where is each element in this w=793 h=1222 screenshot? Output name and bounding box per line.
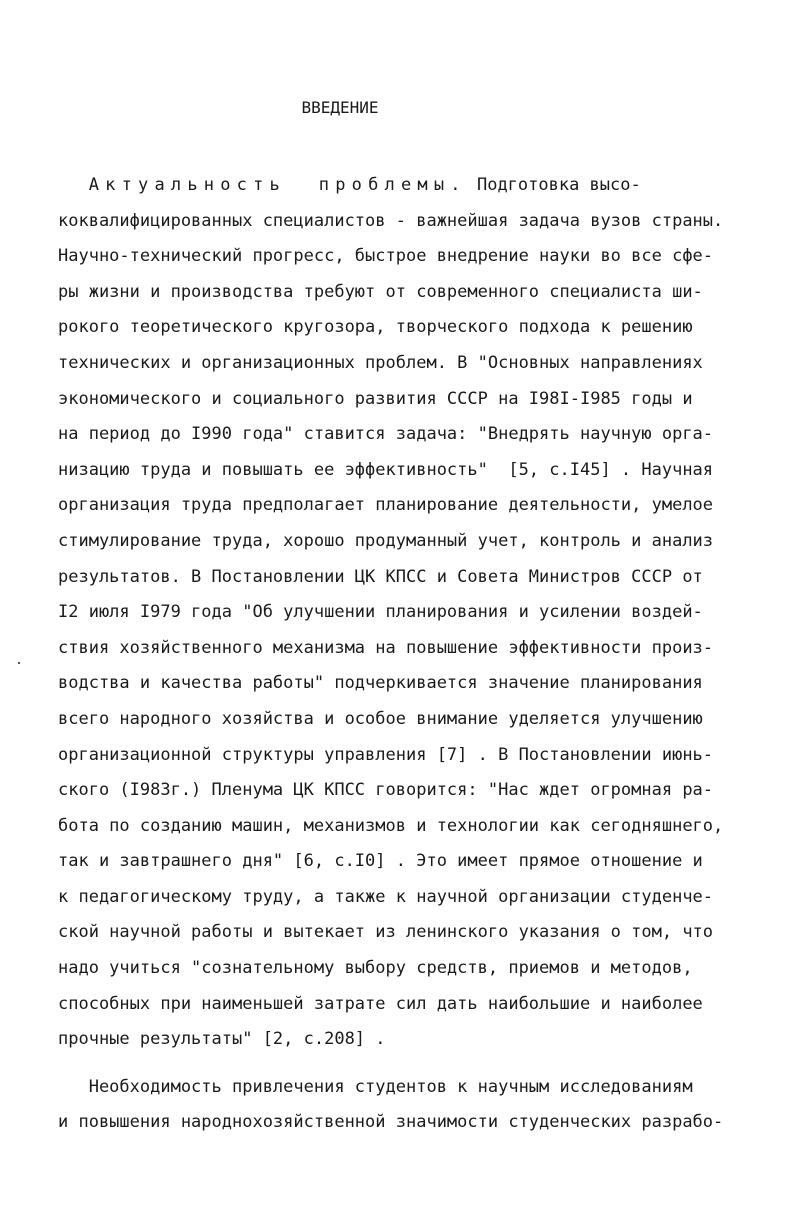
text-line: способных при наименьшей затрате сил дать наибольшие и наиболее bbox=[58, 993, 703, 1014]
text-line: ского (I983г.) Пленума ЦК КПСС говорится: "Нас ждет огромная ра- bbox=[58, 780, 714, 801]
paragraph-1 bbox=[58, 168, 758, 1058]
text-line: коквалифицированных специалистов - важнейшая задача вузов страны. bbox=[58, 210, 724, 231]
text-line: ствия хозяйственного механизма на повышение эффективности произ- bbox=[58, 637, 714, 658]
emphasized-heading: Актуальность проблемы. bbox=[88, 175, 467, 195]
text-line: всего народного хозяйства и особое внимание уделяется улучшению bbox=[58, 708, 703, 729]
text-line: на период до I990 года" ставится задача: "Внедрять научную орга- bbox=[58, 424, 714, 445]
body-text bbox=[58, 168, 758, 1141]
paragraph-indent bbox=[58, 175, 89, 195]
paragraph-gap bbox=[58, 1058, 758, 1070]
text-line: низацию труда и повышать ее эффективность" [5, c.I45] . Научная bbox=[58, 459, 714, 480]
text-line: организационной структуры управления [7] . В Постановлении июнь- bbox=[58, 744, 714, 765]
text-line: прочные результаты" [2, c.208] . bbox=[58, 1029, 386, 1050]
margin-mark bbox=[18, 662, 20, 664]
section-title: ВВЕДЕНИЕ bbox=[301, 98, 379, 117]
text-line: Научно-технический прогресс, быстрое внедрение науки во все сфе- bbox=[58, 246, 714, 267]
text-line: надо учиться "сознательному выбору средств, приемов и методов, bbox=[58, 958, 693, 979]
text-line: рокого теоретического кругозора, творческого подхода к решению bbox=[58, 317, 693, 338]
text-line: технических и организационных проблем. В "Основных направлениях bbox=[58, 352, 703, 373]
text-line: к педагогическому труду, а также к научной организации студенче- bbox=[58, 886, 714, 907]
text-line: экономического и социального развития СССР на I98I-I985 годы и bbox=[58, 388, 693, 409]
paragraph-first-line bbox=[58, 168, 758, 204]
text-line: водства и качества работы" подчеркивается значение планирования bbox=[58, 673, 703, 694]
paragraph-2 bbox=[58, 1070, 758, 1141]
text-line: и повышения народнохозяйственной значимости студенческих разрабо- bbox=[58, 1112, 724, 1133]
text-line: ской научной работы и вытекает из ленинского указания о том, что bbox=[58, 922, 714, 943]
text-line: I2 июля I979 года "Об улучшении планирования и усилении воздей- bbox=[58, 602, 703, 623]
text-line: Необходимость привлечения студентов к научным исследованиям bbox=[58, 1076, 693, 1097]
text-line: результатов. В Постановлении ЦК КПСС и Совета Министров СССР от bbox=[58, 566, 703, 587]
text-line: организация труда предполагает планирование деятельности, умелое bbox=[58, 495, 714, 516]
text-line: ры жизни и производства требуют от современного специалиста ши- bbox=[58, 281, 703, 302]
text-line: стимулирование труда, хорошо продуманный учет, контроль и анализ bbox=[58, 530, 714, 551]
first-line-rest: Подготовка высо- bbox=[466, 175, 641, 195]
text-line: бота по созданию машин, механизмов и технологии как сегодняшнего, bbox=[58, 815, 724, 836]
text-line: так и завтрашнего дня" [6, c.I0] . Это имеет прямое отношение и bbox=[58, 851, 703, 872]
